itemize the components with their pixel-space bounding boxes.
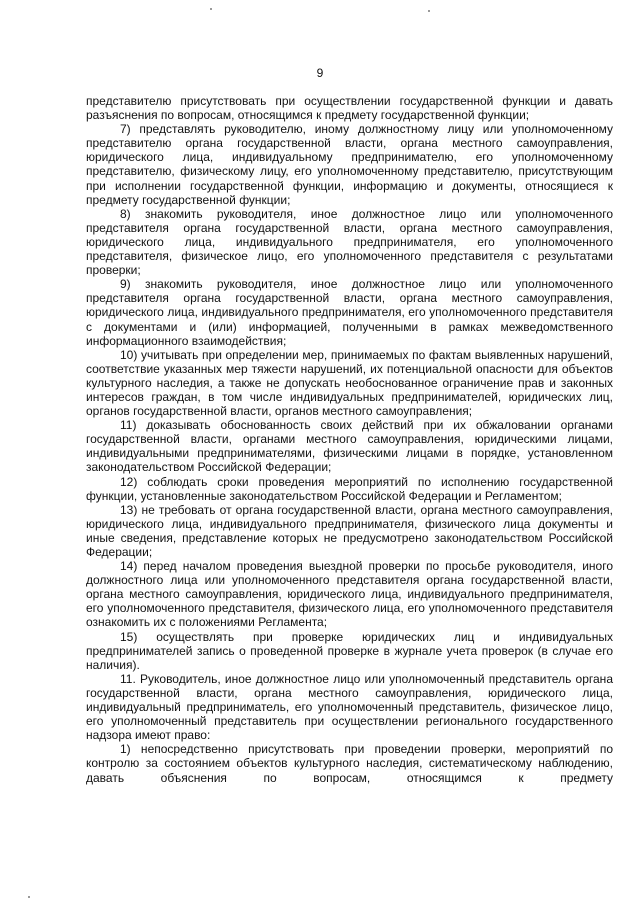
paragraph-item-15: 15) осуществлять при проверке юридических лиц и индивидуальных предпринимателей запись о проведенной проверке в журнале учета проверок (в случае его наличия).	[86, 629, 613, 672]
scan-speck	[28, 896, 30, 898]
document-body	[86, 94, 613, 785]
page-number: 9	[316, 66, 324, 80]
paragraph-continued: представителю присутствовать при осуществлении государственной функции и давать разъяснения по вопросам, относящимся к предмету государственной функции;	[86, 94, 613, 123]
paragraph-item-7: 7) представлять руководителю, иному должностному лицу или уполномоченному представителю органа государственной власти, органа местного самоуправления, юридического лица, индивидуальному предпринимателю, его уполномоченному представителю, физическому лицу, его уполномоченному представителю, присутствующим при исполнении государственной функции, информацию и документы, относящиеся к предмету государственной функции;	[86, 122, 613, 207]
paragraph-right-1: 1) непосредственно присутствовать при проведении проверки, мероприятий по контролю за состоянием объектов культурного наследия, систематическому наблюдению, давать объяснения по вопросам, относящимся к предмету	[86, 742, 613, 785]
paragraph-section-11: 11. Руководитель, иное должностное лицо или уполномоченный представитель органа государственной власти, органа местного самоуправления, юридического лица, индивидуальный предприниматель, его уполномоченный представитель, физическое лицо, его уполномоченный представитель при осуществлении регионального государственного надзора имеют право:	[86, 671, 613, 743]
paragraph-item-14: 14) перед началом проведения выездной проверки по просьбе руководителя, иного должностного лица или уполномоченного представителя органа государственной власти, органа местного самоуправления, юридического лица, индивидуального предпринимателя, его уполномоченного представителя, физического лица, его уполномоченного представителя ознакомить их с положениями Регламента;	[86, 559, 613, 630]
paragraph-item-13: 13) не требовать от органа государственной власти, органа местного самоуправления, юридического лица, индивидуального предпринимателя, физического лица документы и иные сведения, представление которых не предусмотрено законодательством Российской Федерации;	[86, 502, 613, 559]
paragraph-item-11: 11) доказывать обоснованность своих действий при их обжаловании органами государственной власти, органами местного самоуправления, юридическими лицами, индивидуальными предпринимателями, физическими лицами в порядке, установленном законодательством Российской Федерации;	[86, 418, 613, 475]
scan-speck	[210, 8, 212, 10]
paragraph-item-10: 10) учитывать при определении мер, принимаемых по фактам выявленных нарушений, соответствие указанных мер тяжести нарушений, их потенциальной опасности для объектов культурного наследия, а также не допускать необоснованное ограничение прав и законных интересов граждан, в том числе индивидуальных предпринимателей, юридических лиц, органов государственной власти, органов местного самоуправления;	[86, 347, 613, 419]
paragraph-item-12: 12) соблюдать сроки проведения мероприятий по исполнению государственной функции, установленные законодательством Российской Федерации и Регламентом;	[86, 474, 613, 503]
paragraph-item-8: 8) знакомить руководителя, иное должностное лицо или уполномоченного представителя органа государственной власти, органа местного самоуправления, юридического лица, индивидуального предпринимателя, его уполномоченного представителя, физическое лицо, его уполномоченного представителя с результатами проверки;	[86, 206, 613, 278]
paragraph-item-9: 9) знакомить руководителя, иное должностное лицо или уполномоченного представителя органа государственной власти, органа местного самоуправления, юридического лица, индивидуального предпринимателя, его уполномоченного представителя с документами и (или) информацией, полученными в рамках межведомственного информационного взаимодействия;	[86, 277, 613, 348]
scan-speck	[428, 10, 430, 12]
